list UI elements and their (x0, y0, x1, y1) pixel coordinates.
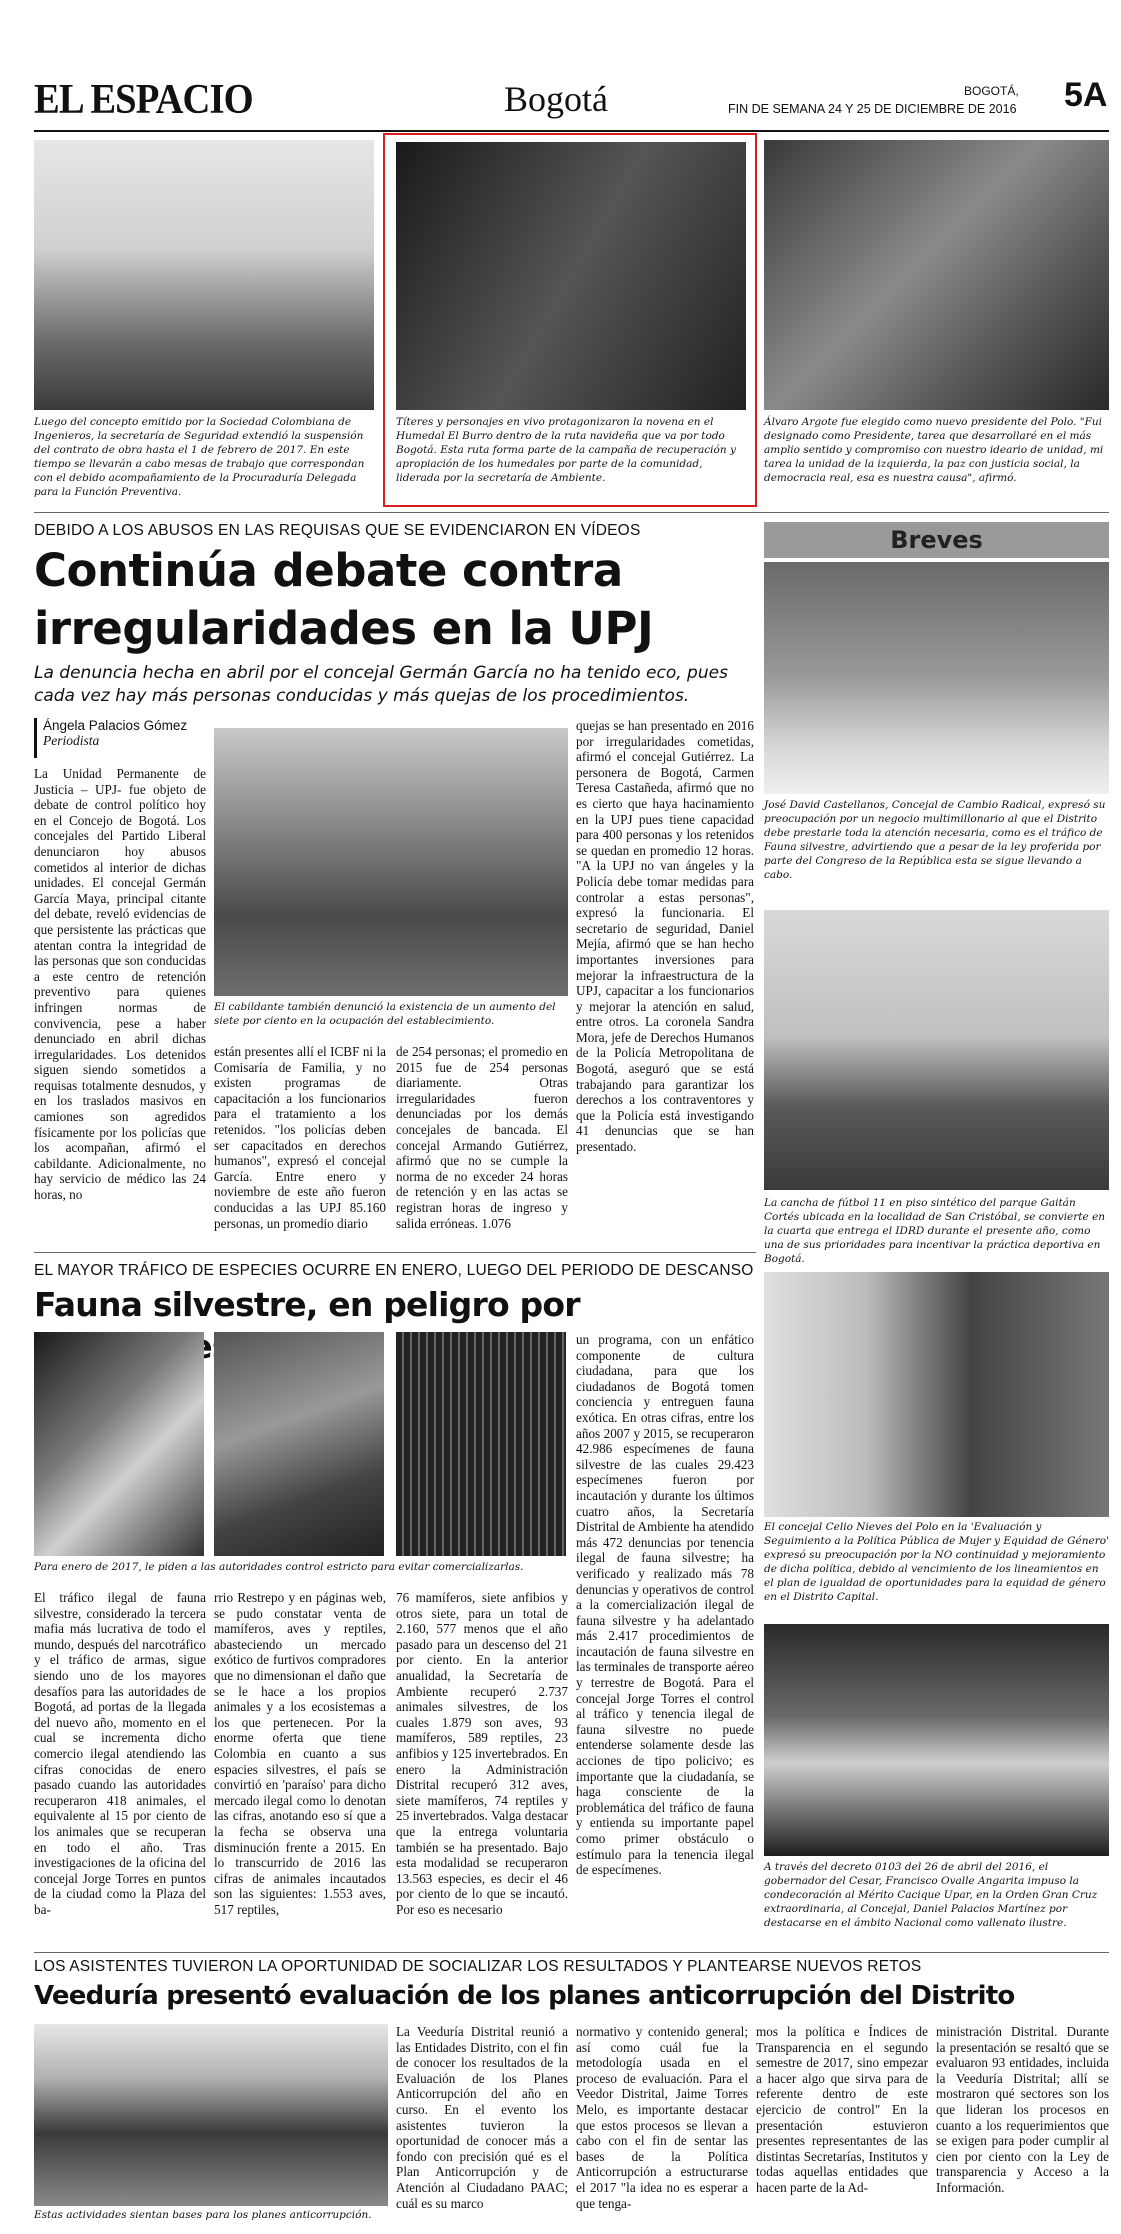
argote-caption: Álvaro Argote fue elegido como nuevo presidente del Polo. "Fui designado como Presidente, tarea que desarrollaré en el más amplio sentido y compromiso con nuestro ideario de unidad, mi tarea la unidad de la izquierda, la paz con justicia social, la democracia real, esa es nuestra causa", afirmó. (764, 416, 1104, 484)
story3-col1: La Veeduría Distrital reunió a las Entidades Distrito, con el fin de conocer los resultados de la Evaluación de los Planes Anticorrupción del año en curso. En el evento los asistentes tuvieron la oportunidad de conocer más a fondo con precisión qué es el Plan Anticorrupción y de Atención al Ciudadano PAAC; cuál es su marco (396, 2024, 568, 2211)
nieves-caption: El concejal Celio Nieves del Polo en la 'Evaluación y Seguimiento a la Política Pública de Mujer y Equidad de Género' expresó su preocupación por la NO continuidad y mejoramiento de dicha política, debido al vencimiento de los lineamientos en el plan de igualdad de oportunidades para la equidad de género en el Distrito Capital. (764, 1521, 1109, 1603)
story1-bottom-rule (34, 1252, 756, 1253)
story1-byline (34, 718, 204, 758)
byline-name: Ángela Palacios Gómez (43, 718, 188, 733)
story3-kicker: LOS ASISTENTES TUVIERON LA OPORTUNIDAD DE SOCIALIZAR LOS RESULTADOS Y PLANTEARSE NUEVOS RETOS (34, 1958, 922, 1975)
soccer-field-photo (764, 910, 1109, 1190)
story1-col3: de 254 personas; el promedio en 2015 fue de 254 personas diariamente. Otras irregularidades fueron denunciadas por los demás concejales de bancada. El concejal Armando Gutiérrez, afirmó que no se cumple la norma de no exceder 24 horas de retención y en las actas se registran horas de ingreso y salida erróneas. 1.076 (396, 1044, 568, 1231)
ceremony-photo (764, 1624, 1109, 1856)
dateline-date: FIN DE SEMANA 24 Y 25 DE DICIEMBRE DE 2016 (728, 102, 1017, 116)
story2-col1: El tráfico ilegal de fauna silvestre, considerado la tercera mafia más lucrativa de todo el mundo, después del narcotráfico y el tráfico de armas, sigue siendo uno de los mayores desafíos para las autoridades de Bogotá, ad portas de la llegada del nuevo año, momento en el cual se incrementa dicho comercio ilegal atendiendo las cifras conocidas de enero pasado cuando las autoridades recuperaron 418 animales, el equivalente al 15 por ciento de los animales que se recuperan en todo el año. Tras investigaciones de la oficina del concejal Jorge Torres en puntos de la ciudad como la Plaza del ba- (34, 1590, 206, 1917)
story3-col4: ministración Distrital. Durante la presentación se resaltó que se evaluaron 93 entidades, incluida la Veeduría Distrital; allí se mostraron qué sectores son los que lideran los procesos en cuanto a los requerimientos que se exigen para poder cumplir al cien por ciento con la Ley de transparencia y Acceso a la Información. (936, 2024, 1109, 2195)
story2-col3: 76 mamíferos, siete anfibios y otros siete, para un total de 2.160, 577 menos que el año pasado para un descenso del 21 por ciento. En la anterior anualidad, la Secretaría de Ambiente recuperó 2.737 animales silvestres, de los cuales 1.879 son aves, 93 mamíferos, 589 reptiles, 23 anfibios y 125 invertebrados. En enero la Administración Distrital recuperó 312 aves, siete mamíferos, 74 reptiles y 25 invertebrados. Valga destacar que la entrega voluntaria también se ha presentado. Bajo esta modalidad se recuperaron 13.563 especies, es decir el 46 por ciento de lo que se incautó. Por eso es necesario (396, 1590, 568, 1917)
puppets-caption: Títeres y personajes en vivo protagonizaron la novena en el Humedal El Burro dentro de la ruta navideña que va por todo Bogotá. Esta ruta forma parte de la campaña de recuperación y apropiación de los humedales por parte de la comunidad, liderada por la secretaría de Ambiente. (396, 416, 736, 484)
dateline-city: BOGOTÁ, (964, 84, 1019, 98)
logo: EL ESPACIO (34, 77, 253, 123)
veeduria-caption: Estas actividades sientan bases para los planes anticorrupción. (34, 2209, 372, 2221)
castellanos-caption: José David Castellanos, Concejal de Cambio Radical, expresó su preocupación por un negocio multimillonario al que el Distrito debe prestarle toda la atención necesaria, como es el tráfico de Fauna silvestre, advirtiendo que a pesar de la ley proferida por parte del Congreso de la República esta se sigue llevando a cabo. (764, 799, 1106, 881)
top-rule (34, 512, 1109, 513)
byline-role: Periodista (43, 733, 100, 748)
breves-title: Breves (890, 526, 983, 554)
building-caption: Luego del concepto emitido por la Sociedad Colombiana de Ingenieros, la secretaría de Seguridad extendió la suspensión del contrato de obra hasta el 1 de febrero de 2017. En este tiempo se llevarán a cabo mesas de trabajo que correspondan con el debido acompañamiento de la Procuraduría Delegada para la Función Preventiva. (34, 416, 365, 498)
soccer-field-caption: La cancha de fútbol 11 en piso sintético del parque Gaitán Cortés ubicada en la localidad de San Cristóbal, se convierte en la cuarta que entrega el IDRD durante el presente año, como una de sus prioridades para incentivar la práctica deportiva en Bogotá. (764, 1197, 1106, 1265)
ceremony-caption: A través del decreto 0103 del 26 de abril del 2016, el gobernador del Cesar, Francisco Ovalle Angarita impuso la condecoración al Mérito Cacique Upar, en la Orden Gran Cruz extraordinaria, al Concejal, Daniel Palacios Martínez por destacarse en el ámbito Nacional como vallenato ilustre. (764, 1861, 1098, 1929)
veeduria-photo (34, 2024, 388, 2206)
story1-col2: están presentes allí el ICBF ni la Comisaría de Familia, y no existen programas de capacitación a los funcionarios para el tratamiento a los retenidos. "los policías deben ser capacitados en derechos humanos", expresó el concejal García. Entre enero y noviembre de este año fueron conducidas a las UPJ 85.160 personas, un promedio diario (214, 1044, 386, 1231)
story3-col3: mos la política e Índices de Transparencia en el segundo semestre de 2017, sino empezar a hacer algo que sirva para de referente dentro de este ejercicio de control" En la presentación estuvieron presentes representantes de las distintas Secretarías, Institutos y todas aquellas entidades que hacen parte de la Ad- (756, 2024, 928, 2195)
page-number: 5A (1064, 76, 1108, 114)
story1-kicker: DEBIDO A LOS ABUSOS EN LAS REQUISAS QUE SE EVIDENCIARON EN VÍDEOS (34, 522, 641, 539)
story2-bottom-rule (34, 1952, 1109, 1953)
castellanos-photo (764, 562, 1109, 794)
story2-kicker: EL MAYOR TRÁFICO DE ESPECIES OCURRE EN ENERO, LUEGO DEL PERIODO DE DESCANSO (34, 1262, 754, 1279)
story2-col2: rrio Restrepo y en páginas web, se pudo constatar venta de mamíferos, aves y reptiles, abasteciendo un mercado exótico de furtivos compradores que no dimensionan el daño que se le hace a los propios animales y a los ecosistemas a los que pertenecen. Por la enorme oferta que tiene Colombia en cuanto a sus espacies silvestres, el país se convirtió en 'paraíso' para dicho mercado ilegal como lo denotan las cifras, anotando eso sí que a la fecha se observa una disminución frente a 2015. En lo transcurrido de 2016 las cifras de animales incautados son las siguientes: 1.553 aves, 517 reptiles, (214, 1590, 386, 1917)
section-title: Bogotá (504, 79, 608, 119)
breves-header (764, 522, 1109, 558)
story2-col4: un programa, con un enfático componente de cultura ciudadana, para que los ciudadanos de Bogotá tomen conciencia y entreguen fauna exótica. En otras cifras, entre los años 2007 y 2015, se recuperaron 42.986 especímenes de fauna silvestre de las cuales 29.423 especímenes fueron por incautación y durante los últimos cuatro años, la Secretaría Distrital de Ambiente ha atendido más 472 denuncias por tenencia ilegal de fauna silvestre; ha verificado y realizado más 78 denuncias y operativos de control a la comercialización ilegal de fauna silvestre y ha adelantado más 2.417 procedimientos de incautación de fauna silvestre en las terminales de transporte aéreo y terrestre de Bogotá. Para el concejal Jorge Torres el control al tráfico y tenencia ilegal de fauna silvestre no puede entenderse solamente desde las acciones de tipo policivo; es importante que la ciudadanía, se haga consciente de la problemática del tráfico de fauna y entienda su importante papel como primer obstáculo o estímulo para la tenencia ilegal de especímenes. (576, 1332, 754, 1878)
building-photo (34, 140, 374, 410)
upj-photo (214, 728, 568, 996)
macaw-photo (34, 1332, 204, 1556)
story1-col1: La Unidad Permanente de Justicia – UPJ- fue objeto de debate de control político hoy en el Concejo de Bogotá. Los concejales del Partido Liberal denunciaron hoy abusos cometidos al interior de dichas unidades. El concejal Germán García Maya, principal citante del debate, reveló evidencias de que persistente las prácticas que atentan contra la integridad de las personas que son conducidas a este centro de retención preventivo para quienes infringen normas de convivencia, pese a haber denunciado en abril dichas irregularidades. Los detenidos siguen siendo sometidos a requisas totalmente desnudos, y en los traslados masivos en camiones son agredidos físicamente por los policías que los acompañan, afirmó el cabildante. Adicionalmente, no hay servicio de médico las 24 horas, no (34, 766, 206, 1203)
story1-deck: La denuncia hecha en abril por el concejal Germán García no ha tenido eco, pues cada vez hay más personas conducidas y más quejas de los procedimientos. (34, 663, 728, 706)
story1-headline: Continúa debate contra irregularidades en la UPJ (34, 544, 654, 655)
masthead (34, 70, 1109, 130)
story2-headline: Fauna silvestre, en peligro por (34, 1285, 580, 1324)
argote-photo (764, 140, 1109, 410)
story3-col2: normativo y contenido general; así como cuál fue la metodología usada en el proceso de evaluación. Para el Veedor Distrital, Jaime Torres Melo, es importante destacar que estos procesos se llevan a cabo con el fin de sentar las bases de la Política Anticorrupción a estructurarse el 2017 "la idea no es esperar a que tenga- (576, 2024, 748, 2211)
monkey-photo (396, 1332, 566, 1556)
masthead-rule (34, 130, 1109, 132)
upj-caption: El cabildante también denunció la existencia de un aumento del siete por ciento en la ocupación del establecimiento. (214, 1001, 556, 1027)
story3-headline: Veeduría presentó evaluación de los planes anticorrupción del Distrito (34, 1981, 1015, 2011)
turtle-photo (214, 1332, 384, 1556)
fauna-caption: Para enero de 2017, le piden a las autoridades control estricto para evitar comercializarlas. (34, 1561, 524, 1573)
puppets-photo (396, 142, 746, 410)
story1-col4: quejas se han presentado en 2016 por irregularidades cometidas, afirmó el concejal Gutiérrez. La personera de Bogotá, Carmen Teresa Castañeda, afirmó que no es cierto que haya hacinamiento en la UPJ pues tiene capacidad para 400 personas y los retenidos se quedan en promedio 12 horas. "A la UPJ no van ángeles y la Policía debe tomar medidas para controlar a estas personas", expresó la funcionaria. El secretario de seguridad, Daniel Mejía, afirmó que se han hecho importantes inversiones para mejorar la infraestructura de la UPJ, capacitar a los funcionarios y mejorar la atención en salud, entre otros. La coronela Sandra Mora, jefe de Derechos Humanos de la Policía Metropolitana de Bogotá, aseguró que se está trabajando para garantizar los derechos a los contraventores y que la Policía está investigando 41 denuncias que se han presentado. (576, 718, 754, 1155)
nieves-photo (764, 1272, 1109, 1517)
